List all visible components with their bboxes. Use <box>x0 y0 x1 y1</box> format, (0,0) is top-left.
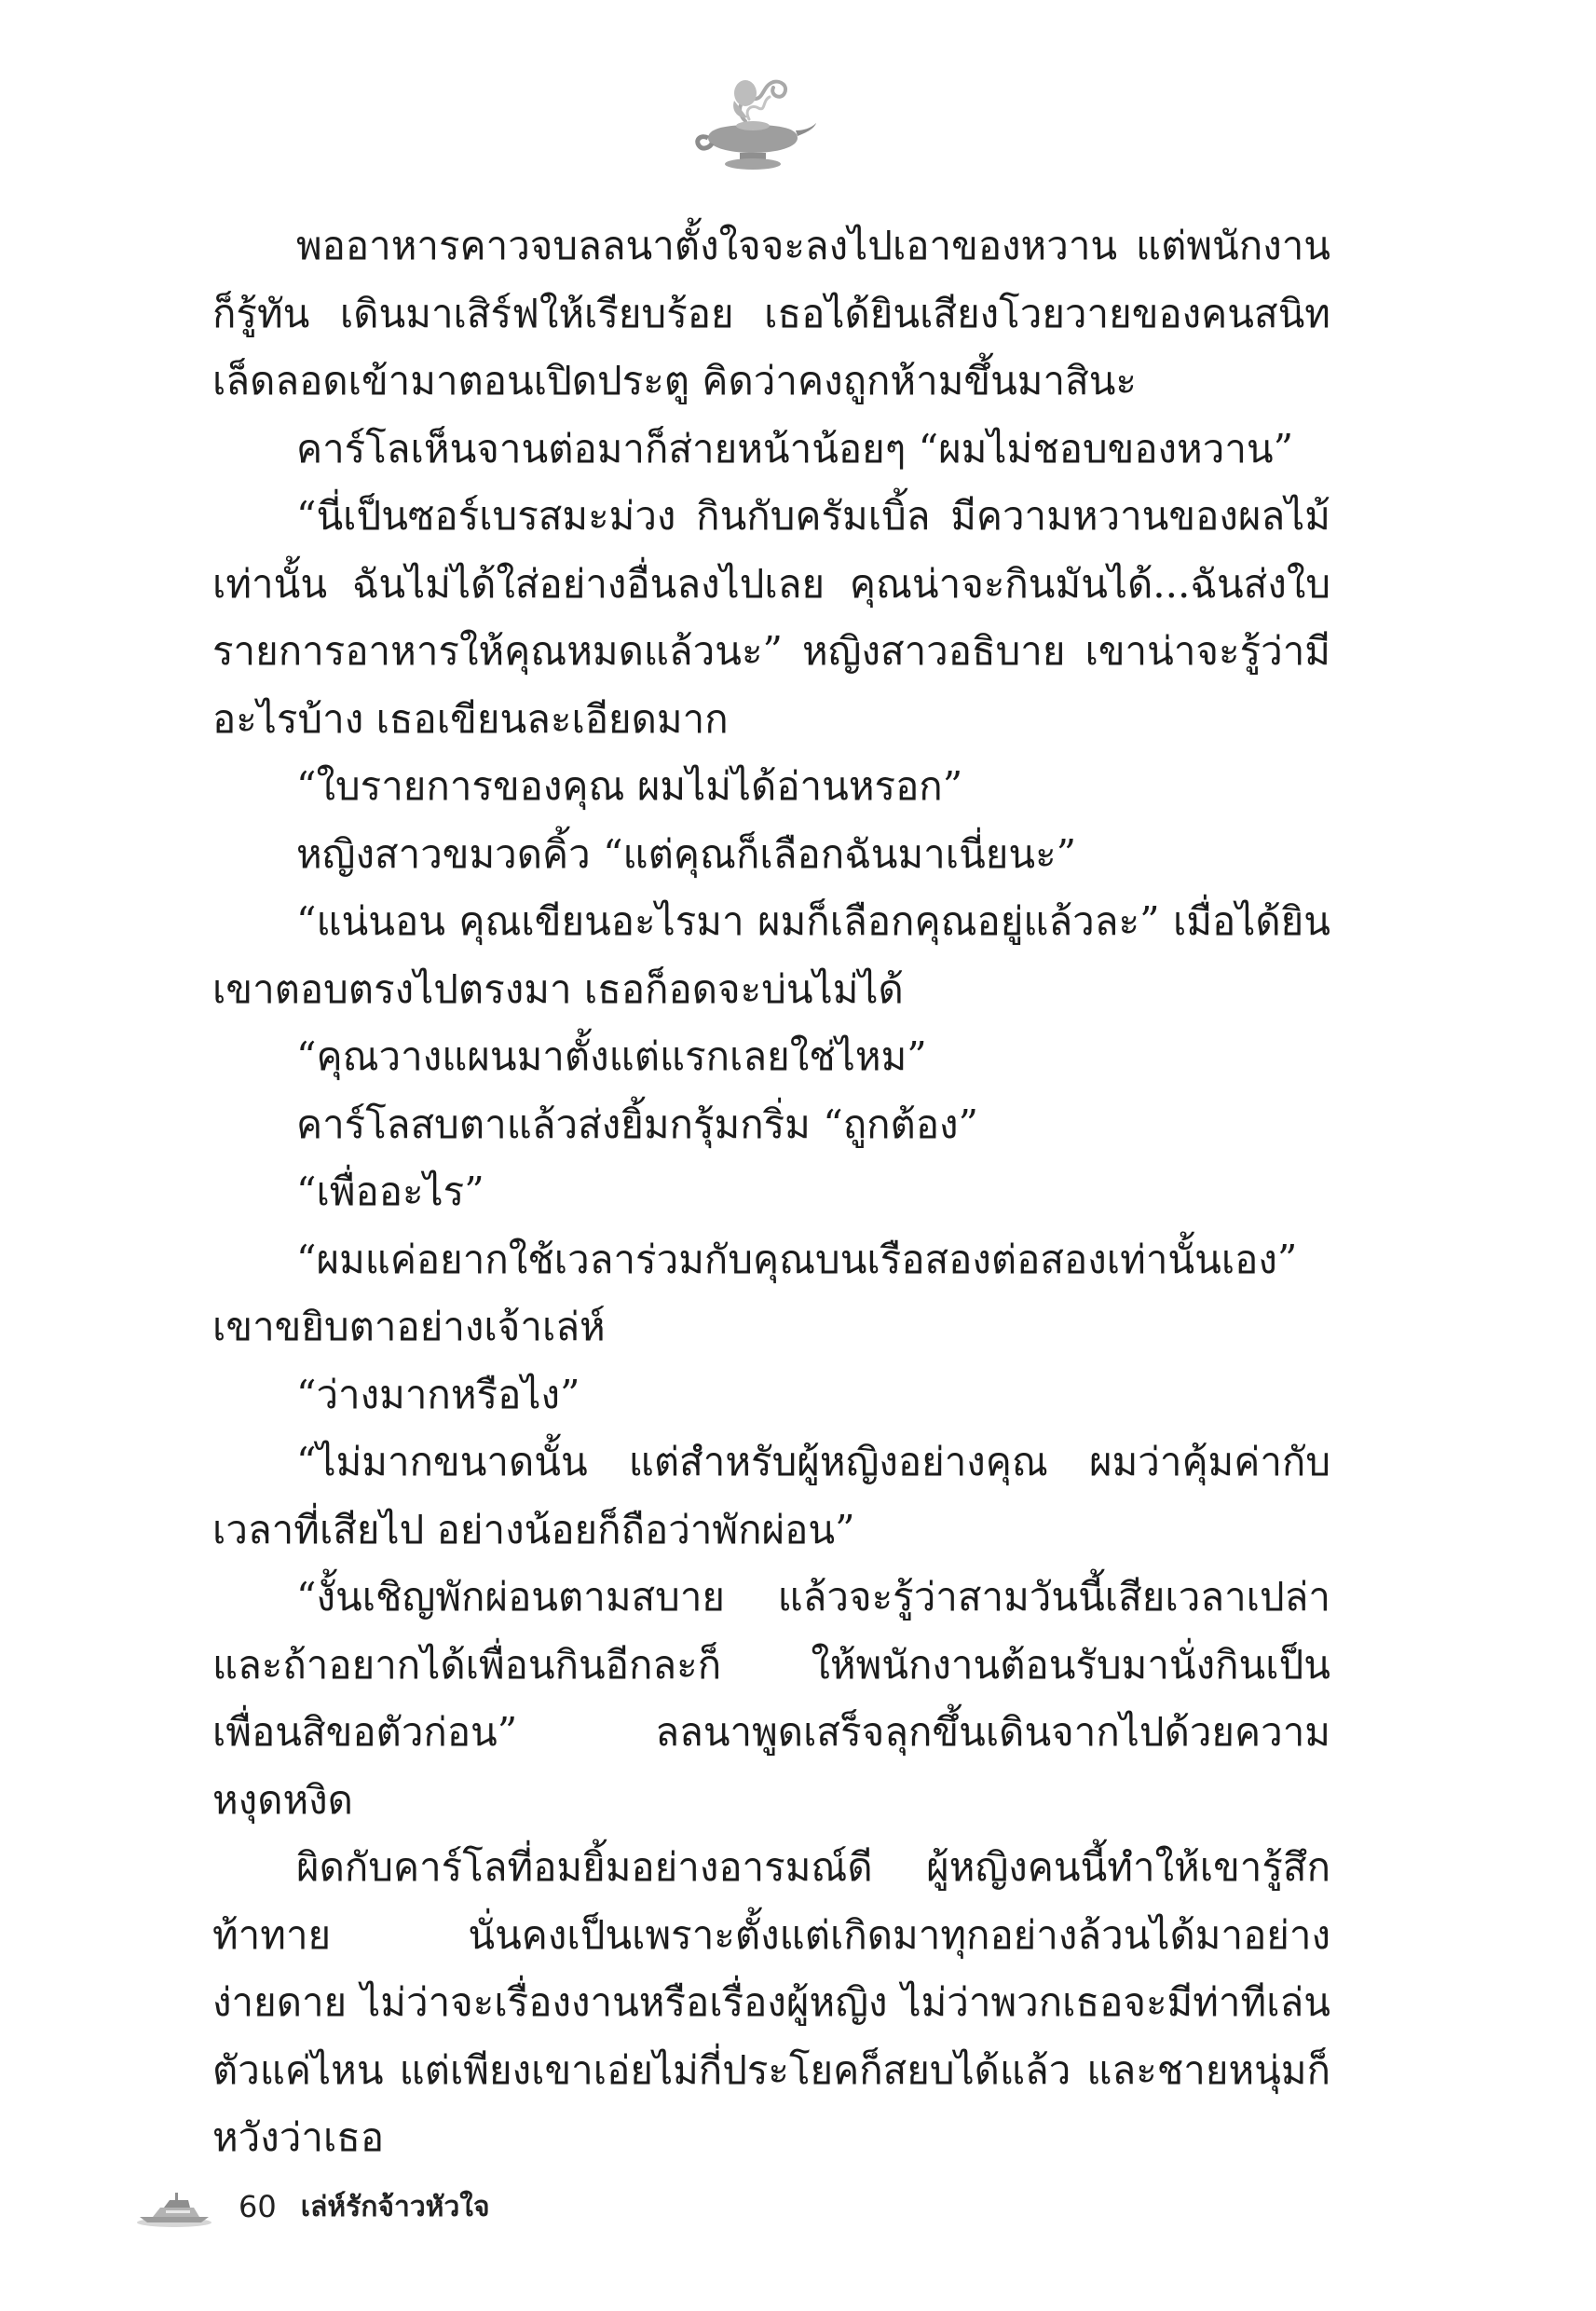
body-text <box>212 212 1330 2172</box>
paragraph-13: “งั้นเชิญพักผ่อนตามสบาย แล้วจะรู้ว่าสามวันนี้เสียเวลาเปล่า และถ้าอยากได้เพื่อนกินอีกละก็ ให้พนักงานต้อนรับมานั่งกินเป็นเพื่อนสิขอตัวก่อน” ลลนาพูดเสร็จลุกขึ้นเดินจากไปด้วยความหงุดหงิด <box>212 1574 1330 1823</box>
paragraph-12: “ไม่มากขนาดนั้น แต่สำหรับผู้หญิงอย่างคุณ ผมว่าคุ้มค่ากับเวลาที่เสียไป อย่างน้อยก็ถือว่าพักผ่อน” <box>212 1439 1330 1552</box>
page-number: 60 <box>239 2189 277 2224</box>
paragraph-7: “คุณวางแผนมาตั้งแต่แรกเลยใช่ไหม” <box>296 1033 927 1079</box>
paragraph-4: “ใบรายการของคุณ ผมไม่ได้อ่านหรอก” <box>296 763 963 809</box>
paragraph-11: “ว่างมากหรือไง” <box>296 1371 580 1417</box>
book-title: เล่ห์รักจ้าวหัวใจ <box>300 2190 490 2223</box>
paragraph-3: “นี่เป็นซอร์เบรสมะม่วง กินกับครัมเบิ้ล มีความหวานของผลไม้เท่านั้น ฉันไม่ได้ใส่อย่างอื่นลงไปเลย คุณน่าจะกินมันได้...ฉันส่งใบรายการอาหารให้คุณหมดแล้วนะ” หญิงสาวอธิบาย เขาน่าจะรู้ว่ามีอะไรบ้าง เธอเขียนละเอียดมาก <box>212 493 1330 742</box>
yacht-icon <box>136 2185 212 2228</box>
lamp-ornament-icon <box>688 73 818 175</box>
page-footer <box>136 2181 490 2233</box>
paragraph-6: “แน่นอน คุณเขียนอะไรมา ผมก็เลือกคุณอยู่แล้วละ” เมื่อได้ยินเขาตอบตรงไปตรงมา เธอก็อดจะบ่นไม่ได้ <box>212 898 1330 1012</box>
paragraph-1: พออาหารคาวจบลลนาตั้งใจจะลงไปเอาของหวาน แต่พนักงานก็รู้ทัน เดินมาเสิร์ฟให้เรียบร้อย เธอได้ยินเสียงโวยวายของคนสนิทเล็ดลอดเข้ามาตอนเปิดประตู คิดว่าคงถูกห้ามขึ้นมาสินะ <box>212 223 1330 403</box>
paragraph-10: “ผมแค่อยากใช้เวลาร่วมกับคุณบนเรือสองต่อสองเท่านั้นเอง” เขาขยิบตาอย่างเจ้าเล่ห์ <box>212 1236 1298 1349</box>
paragraph-14: ผิดกับคาร์โลที่อมยิ้มอย่างอารมณ์ดี ผู้หญิงคนนี้ทำให้เขารู้สึกท้าทาย นั่นคงเป็นเพราะตั้งแต่เกิดมาทุกอย่างล้วนได้มาอย่างง่ายดาย ไม่ว่าจะเรื่องงานหรือเรื่องผู้หญิง ไม่ว่าพวกเธอจะมีท่าทีเล่นตัวแค่ไหน แต่เพียงเขาเอ่ยไม่กี่ประโยคก็สยบได้แล้ว และชายหนุ่มก็หวังว่าเธอ <box>212 1844 1330 2160</box>
paragraph-9: “เพื่ออะไร” <box>296 1169 484 1214</box>
paragraph-8: คาร์โลสบตาแล้วส่งยิ้มกรุ้มกริ่ม “ถูกต้อง” <box>296 1101 979 1147</box>
paragraph-2: คาร์โลเห็นจานต่อมาก็ส่ายหน้าน้อยๆ “ผมไม่ชอบของหวาน” <box>296 425 1294 472</box>
paragraph-5: หญิงสาวขมวดคิ้ว “แต่คุณก็เลือกฉันมาเนี่ยนะ” <box>296 830 1077 877</box>
